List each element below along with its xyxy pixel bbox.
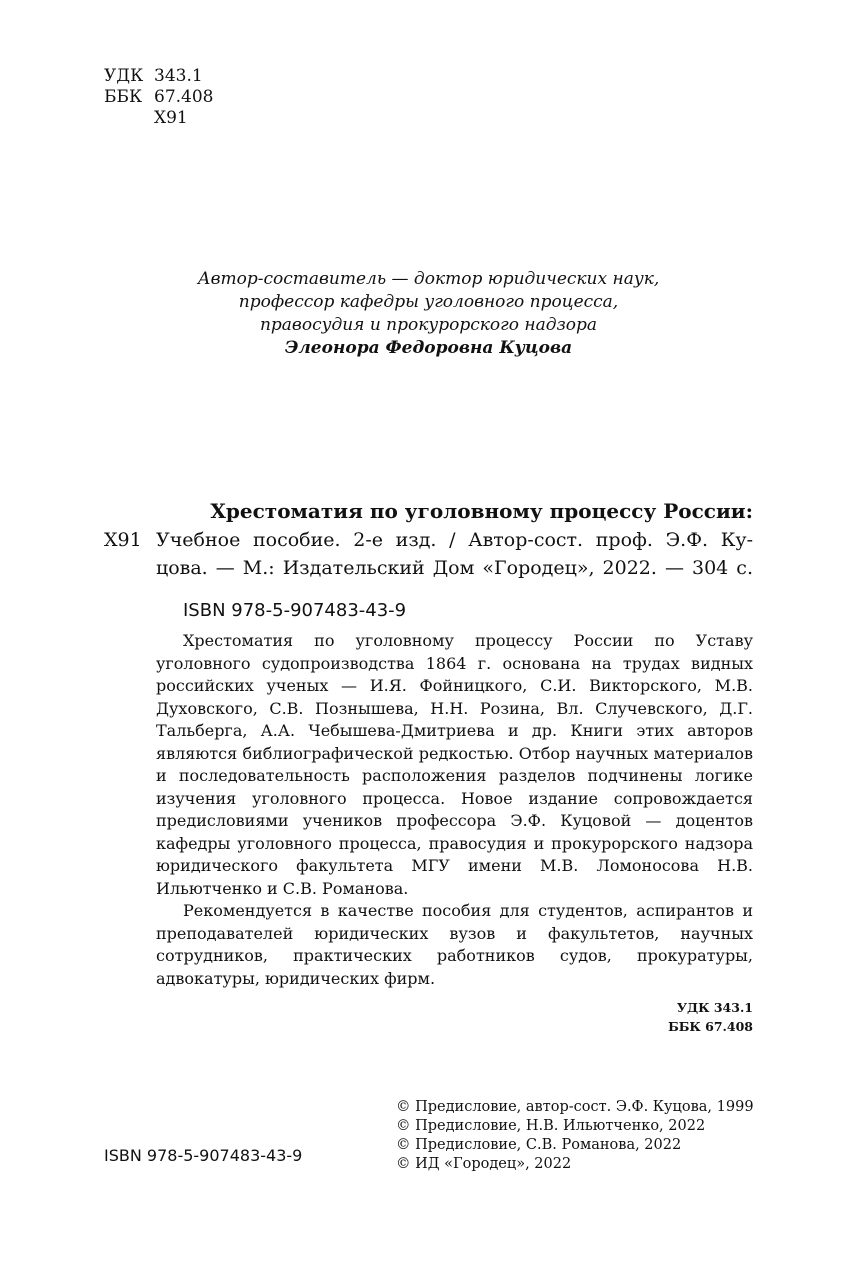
- copyright-line-3: © Предисловие, С.В. Романова, 2022: [396, 1137, 682, 1153]
- copyright-line-4: © ИД «Городец», 2022: [396, 1156, 572, 1172]
- author-name: Элеонора Федоровна Куцова: [284, 338, 573, 358]
- bbk-bottom: ББК 67.408: [668, 1019, 753, 1034]
- copyright-line-2: © Предисловие, Н.В. Ильютченко, 2022: [396, 1118, 706, 1134]
- udk-bottom: УДК 343.1: [676, 1000, 753, 1015]
- bibliographic-description: [156, 526, 753, 582]
- udk-label: УДК: [104, 66, 144, 86]
- book-title: Хрестоматия по уголовному процессу России:: [210, 499, 753, 523]
- author-block: [0, 268, 857, 360]
- copyright-block: [396, 1098, 754, 1174]
- copyright-line-1: © Предисловие, автор-сост. Э.Ф. Куцова, 1999: [396, 1099, 754, 1115]
- biblio-line-2: цова. — М.: Издательский Дом «Городец», 2022. — 304 с.: [156, 557, 753, 579]
- bbk-row: [104, 87, 213, 108]
- annotation-paragraph-1: Хрестоматия по уголовному процессу России по Уставу уголовного судопроизводства 1864 г. основана на трудах видных российских ученых — И.Я. Фойницкого, С.И. Викторского, М.В. Духовского, С.В. Познышева, Н.Н. Розина, Вл. Случевского, Д.Г. Тальберга, А.А. Чебышева-Дмитриева и др. Книги этих авторов являются библиографической редкостью. Отбор научных материалов и последовательность расположения разделов подчинены логике изучения уголовного процесса. Новое издание сопровождается предисловиями учеников профессора Э.Ф. Куцовой — доцентов кафедры уголовного процесса, правосудия и прокурорского надзора юридического факультета МГУ имени М.В. Ломоносова Н.В. Ильютченко и С.В. Романова.: [156, 631, 753, 898]
- classification-codes: [104, 66, 213, 129]
- bbk-label: ББК: [104, 87, 143, 107]
- annotation-paragraph-2: Рекомендуется в качестве пособия для студентов, аспирантов и преподавателей юридических вузов и факультетов, научных сотрудников, практических работников судов, прокуратуры, адвокатуры, юридических фирм.: [156, 901, 753, 988]
- author-sign: Х91: [154, 108, 188, 128]
- author-line-2: профессор кафедры уголовного процесса,: [238, 292, 619, 312]
- biblio-line-1: Учебное пособие. 2-е изд. / Автор-сост. проф. Э.Ф. Ку-: [156, 529, 753, 551]
- bbk-value: 67.408: [154, 87, 214, 107]
- classification-codes-bottom: [668, 998, 753, 1036]
- isbn-bottom: ISBN 978-5-907483-43-9: [104, 1146, 303, 1165]
- author-sign-row: [104, 108, 213, 129]
- entry-isbn: ISBN 978-5-907483-43-9: [183, 600, 407, 621]
- udk-row: [104, 66, 213, 87]
- author-line-1: Автор-составитель — доктор юридических наук,: [197, 269, 660, 289]
- author-line-3: правосудия и прокурорского надзора: [259, 315, 598, 335]
- udk-value: 343.1: [154, 66, 203, 86]
- entry-author-sign: Х91: [104, 529, 142, 551]
- annotation: [156, 630, 753, 990]
